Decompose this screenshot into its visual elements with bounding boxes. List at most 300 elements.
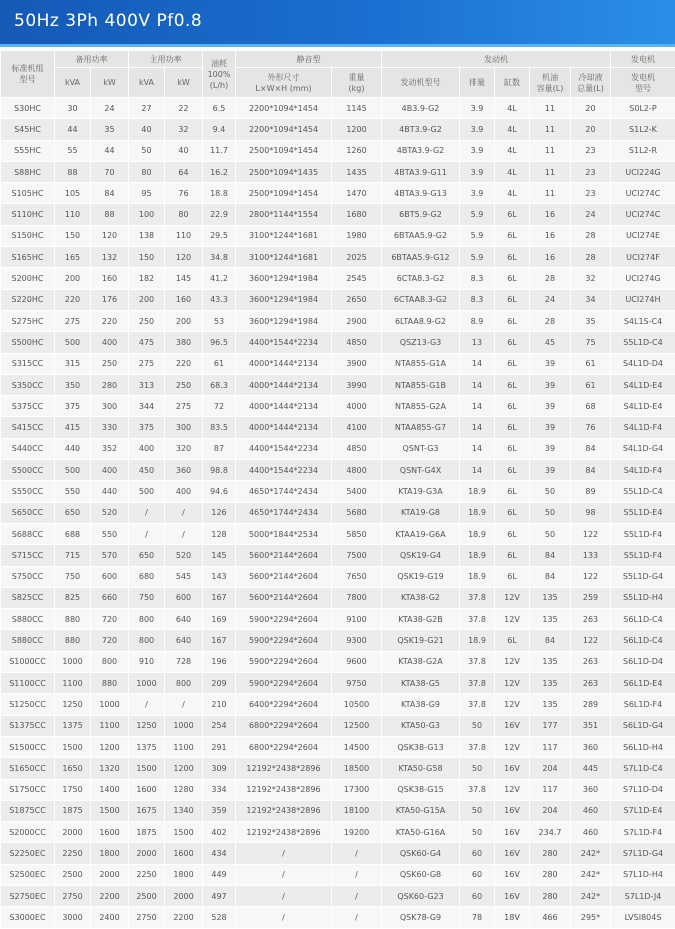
header-dimensions-line1: 外形尺寸 bbox=[267, 72, 300, 82]
cell-coolant: 23 bbox=[571, 183, 611, 204]
header-coolant-total bbox=[571, 68, 611, 98]
cell-engine-model: 4BTA3.9-G2 bbox=[382, 140, 460, 161]
cell-cylinders: 6L bbox=[495, 353, 530, 374]
cell-engine-model: KTA38-G9 bbox=[382, 694, 460, 715]
cell-oil: 117 bbox=[530, 736, 571, 757]
cell-standby-kw: 70 bbox=[91, 161, 129, 182]
cell-engine-model: QSK60-G4 bbox=[382, 843, 460, 864]
cell-standby-kva: 2000 bbox=[55, 822, 91, 843]
cell-fuel: 528 bbox=[203, 907, 236, 928]
cell-weight: 5850 bbox=[332, 523, 382, 544]
cell-standby-kw: 720 bbox=[91, 609, 129, 630]
cell-dimensions: 12192*2438*2896 bbox=[236, 758, 332, 779]
cell-oil: 39 bbox=[530, 460, 571, 481]
table-row bbox=[1, 161, 675, 182]
cell-weight: / bbox=[332, 907, 382, 928]
cell-standby-kw: 400 bbox=[91, 460, 129, 481]
header-oil-line1: 机油 bbox=[542, 72, 558, 82]
cell-standby-kw: 132 bbox=[91, 247, 129, 268]
cell-standby-kva: 1500 bbox=[55, 736, 91, 757]
cell-oil: 50 bbox=[530, 502, 571, 523]
cell-prime-kva: 1250 bbox=[129, 715, 165, 736]
cell-model: S375CC bbox=[1, 396, 55, 417]
cell-standby-kva: 650 bbox=[55, 502, 91, 523]
cell-oil: 28 bbox=[530, 268, 571, 289]
cell-cylinders: 6L bbox=[495, 417, 530, 438]
header-oil-capacity bbox=[530, 68, 571, 98]
cell-standby-kva: 1750 bbox=[55, 779, 91, 800]
cell-prime-kva: 800 bbox=[129, 630, 165, 651]
cell-displacement: 18.9 bbox=[460, 481, 495, 502]
cell-coolant: 360 bbox=[571, 736, 611, 757]
cell-dimensions: 2200*1094*1454 bbox=[236, 98, 332, 119]
cell-model: S415CC bbox=[1, 417, 55, 438]
cell-model: S1875CC bbox=[1, 800, 55, 821]
cell-coolant: 295* bbox=[571, 907, 611, 928]
cell-cylinders: 6L bbox=[495, 630, 530, 651]
cell-coolant: 242* bbox=[571, 843, 611, 864]
cell-fuel: 209 bbox=[203, 673, 236, 694]
cell-prime-kw: 520 bbox=[165, 545, 203, 566]
header-alternator-model bbox=[611, 68, 675, 98]
cell-weight: 1470 bbox=[332, 183, 382, 204]
cell-oil: 28 bbox=[530, 310, 571, 331]
cell-engine-model: 4BTA3.9-G13 bbox=[382, 183, 460, 204]
cell-engine-model: KTA50-G15A bbox=[382, 800, 460, 821]
table-row bbox=[1, 332, 675, 353]
cell-standby-kw: 352 bbox=[91, 438, 129, 459]
cell-fuel: 43.3 bbox=[203, 289, 236, 310]
table-row bbox=[1, 268, 675, 289]
table-row bbox=[1, 907, 675, 928]
cell-dimensions: / bbox=[236, 907, 332, 928]
cell-cylinders: 4L bbox=[495, 161, 530, 182]
cell-fuel: 291 bbox=[203, 736, 236, 757]
cell-prime-kva: 250 bbox=[129, 310, 165, 331]
cell-model: S3000EC bbox=[1, 907, 55, 928]
cell-coolant: 263 bbox=[571, 673, 611, 694]
cell-fuel: 169 bbox=[203, 609, 236, 630]
cell-prime-kva: 138 bbox=[129, 225, 165, 246]
cell-prime-kw: 1340 bbox=[165, 800, 203, 821]
cell-oil: 50 bbox=[530, 523, 571, 544]
header-cylinders: 缸数 bbox=[495, 68, 530, 98]
cell-standby-kw: 660 bbox=[91, 587, 129, 608]
cell-fuel: 402 bbox=[203, 822, 236, 843]
cell-coolant: 98 bbox=[571, 502, 611, 523]
cell-alternator: S6L1D-C4 bbox=[611, 630, 675, 651]
cell-fuel: 145 bbox=[203, 545, 236, 566]
cell-engine-model: 6BTAA5.9-G2 bbox=[382, 225, 460, 246]
cell-dimensions: 4400*1544*2234 bbox=[236, 332, 332, 353]
header-engine-model: 发动机型号 bbox=[382, 68, 460, 98]
cell-dimensions: 4400*1544*2234 bbox=[236, 438, 332, 459]
cell-standby-kva: 2250 bbox=[55, 843, 91, 864]
cell-dimensions: 2500*1094*1435 bbox=[236, 161, 332, 182]
cell-prime-kva: 1000 bbox=[129, 673, 165, 694]
cell-displacement: 18.9 bbox=[460, 630, 495, 651]
cell-alternator: S6L1D-F4 bbox=[611, 694, 675, 715]
cell-prime-kw: 145 bbox=[165, 268, 203, 289]
cell-dimensions: 5900*2294*2604 bbox=[236, 609, 332, 630]
cell-dimensions: / bbox=[236, 864, 332, 885]
cell-prime-kw: 160 bbox=[165, 289, 203, 310]
cell-engine-model: KTA19-G8 bbox=[382, 502, 460, 523]
cell-displacement: 3.9 bbox=[460, 140, 495, 161]
cell-alternator: UCI274F bbox=[611, 247, 675, 268]
cell-cylinders: 18V bbox=[495, 907, 530, 928]
cell-fuel: 94.6 bbox=[203, 481, 236, 502]
cell-model: S88HC bbox=[1, 161, 55, 182]
cell-model: S650CC bbox=[1, 502, 55, 523]
cell-standby-kw: 2400 bbox=[91, 907, 129, 928]
cell-standby-kw: 1500 bbox=[91, 800, 129, 821]
cell-fuel: 18.8 bbox=[203, 183, 236, 204]
header-displacement: 排量 bbox=[460, 68, 495, 98]
cell-prime-kw: 220 bbox=[165, 353, 203, 374]
cell-weight: 7500 bbox=[332, 545, 382, 566]
cell-standby-kva: 550 bbox=[55, 481, 91, 502]
cell-engine-model: QSK78-G9 bbox=[382, 907, 460, 928]
cell-prime-kw: 275 bbox=[165, 396, 203, 417]
cell-cylinders: 16V bbox=[495, 864, 530, 885]
table-row bbox=[1, 140, 675, 161]
cell-model: S105HC bbox=[1, 183, 55, 204]
cell-displacement: 3.9 bbox=[460, 98, 495, 119]
cell-dimensions: 3100*1244*1681 bbox=[236, 225, 332, 246]
cell-alternator: S5L1D-C4 bbox=[611, 332, 675, 353]
cell-weight: 14500 bbox=[332, 736, 382, 757]
cell-alternator: S7L1D-D4 bbox=[611, 779, 675, 800]
cell-dimensions: 5900*2294*2604 bbox=[236, 673, 332, 694]
cell-prime-kw: 1500 bbox=[165, 822, 203, 843]
cell-displacement: 5.9 bbox=[460, 204, 495, 225]
cell-standby-kva: 1250 bbox=[55, 694, 91, 715]
cell-standby-kva: 275 bbox=[55, 310, 91, 331]
cell-model: S1650CC bbox=[1, 758, 55, 779]
cell-prime-kva: 800 bbox=[129, 609, 165, 630]
cell-model: S165HC bbox=[1, 247, 55, 268]
cell-prime-kva: 2250 bbox=[129, 864, 165, 885]
cell-standby-kva: 880 bbox=[55, 609, 91, 630]
table-row bbox=[1, 225, 675, 246]
cell-oil: 39 bbox=[530, 417, 571, 438]
cell-engine-model: NTA855-G1B bbox=[382, 374, 460, 395]
cell-dimensions: 4000*1444*2134 bbox=[236, 374, 332, 395]
cell-coolant: 263 bbox=[571, 651, 611, 672]
cell-oil: 234.7 bbox=[530, 822, 571, 843]
cell-cylinders: 16V bbox=[495, 800, 530, 821]
cell-alternator: S6L1D-C4 bbox=[611, 609, 675, 630]
cell-oil: 117 bbox=[530, 779, 571, 800]
cell-dimensions: 2500*1094*1454 bbox=[236, 183, 332, 204]
cell-engine-model: 6LTAA8.9-G2 bbox=[382, 310, 460, 331]
cell-prime-kw: 32 bbox=[165, 119, 203, 140]
cell-model: S880CC bbox=[1, 609, 55, 630]
cell-prime-kva: / bbox=[129, 502, 165, 523]
cell-prime-kva: 375 bbox=[129, 417, 165, 438]
cell-standby-kw: 720 bbox=[91, 630, 129, 651]
cell-coolant: 68 bbox=[571, 396, 611, 417]
cell-coolant: 133 bbox=[571, 545, 611, 566]
cell-model: S1375CC bbox=[1, 715, 55, 736]
cell-displacement: 37.8 bbox=[460, 651, 495, 672]
cell-weight: 4800 bbox=[332, 460, 382, 481]
table-row bbox=[1, 310, 675, 331]
cell-oil: 16 bbox=[530, 204, 571, 225]
cell-fuel: 254 bbox=[203, 715, 236, 736]
table-row bbox=[1, 566, 675, 587]
cell-weight: 1435 bbox=[332, 161, 382, 182]
cell-weight: 1145 bbox=[332, 98, 382, 119]
cell-fuel: 167 bbox=[203, 630, 236, 651]
cell-standby-kva: 688 bbox=[55, 523, 91, 544]
cell-dimensions: 2500*1094*1454 bbox=[236, 140, 332, 161]
cell-model: S2250EC bbox=[1, 843, 55, 864]
cell-prime-kw: 400 bbox=[165, 481, 203, 502]
cell-weight: 7800 bbox=[332, 587, 382, 608]
cell-prime-kva: 313 bbox=[129, 374, 165, 395]
cell-coolant: 24 bbox=[571, 204, 611, 225]
cell-cylinders: 6L bbox=[495, 268, 530, 289]
cell-engine-model: KTA50-G58 bbox=[382, 758, 460, 779]
cell-prime-kva: / bbox=[129, 694, 165, 715]
cell-model: S200HC bbox=[1, 268, 55, 289]
cell-coolant: 76 bbox=[571, 417, 611, 438]
cell-engine-model: QSNT-G4X bbox=[382, 460, 460, 481]
cell-prime-kw: 728 bbox=[165, 651, 203, 672]
cell-fuel: 41.2 bbox=[203, 268, 236, 289]
cell-fuel: 334 bbox=[203, 779, 236, 800]
cell-cylinders: 6L bbox=[495, 481, 530, 502]
table-row bbox=[1, 98, 675, 119]
cell-model: S440CC bbox=[1, 438, 55, 459]
cell-prime-kva: 450 bbox=[129, 460, 165, 481]
cell-weight: 1680 bbox=[332, 204, 382, 225]
cell-engine-model: QSNT-G3 bbox=[382, 438, 460, 459]
cell-coolant: 61 bbox=[571, 374, 611, 395]
header-model-line2: 型号 bbox=[19, 75, 36, 84]
cell-fuel: 6.5 bbox=[203, 98, 236, 119]
cell-dimensions: 2800*1144*1554 bbox=[236, 204, 332, 225]
cell-weight: 18100 bbox=[332, 800, 382, 821]
cell-prime-kw: 80 bbox=[165, 204, 203, 225]
cell-weight: 1980 bbox=[332, 225, 382, 246]
cell-oil: 135 bbox=[530, 587, 571, 608]
cell-oil: 135 bbox=[530, 651, 571, 672]
cell-fuel: 29.5 bbox=[203, 225, 236, 246]
cell-fuel: 34.8 bbox=[203, 247, 236, 268]
cell-model: S2500EC bbox=[1, 864, 55, 885]
cell-cylinders: 4L bbox=[495, 98, 530, 119]
cell-prime-kw: 76 bbox=[165, 183, 203, 204]
cell-displacement: 50 bbox=[460, 800, 495, 821]
cell-engine-model: KTA19-G3A bbox=[382, 481, 460, 502]
cell-displacement: 60 bbox=[460, 864, 495, 885]
cell-model: S1250CC bbox=[1, 694, 55, 715]
cell-alternator: S5L1D-F4 bbox=[611, 545, 675, 566]
cell-engine-model: QSK38-G13 bbox=[382, 736, 460, 757]
header-fuel-line2: 100% bbox=[207, 69, 231, 79]
cell-prime-kva: 50 bbox=[129, 140, 165, 161]
table-row bbox=[1, 481, 675, 502]
cell-oil: 280 bbox=[530, 843, 571, 864]
cell-alternator: UCI224G bbox=[611, 161, 675, 182]
cell-cylinders: 12V bbox=[495, 651, 530, 672]
cell-cylinders: 4L bbox=[495, 183, 530, 204]
table-row bbox=[1, 822, 675, 843]
cell-weight: / bbox=[332, 885, 382, 906]
cell-model: S55HC bbox=[1, 140, 55, 161]
cell-alternator: UCI274H bbox=[611, 289, 675, 310]
cell-weight: 5400 bbox=[332, 481, 382, 502]
cell-standby-kw: 1600 bbox=[91, 822, 129, 843]
cell-displacement: 3.9 bbox=[460, 183, 495, 204]
cell-coolant: 34 bbox=[571, 289, 611, 310]
header-prime-power: 主用功率 bbox=[129, 51, 203, 68]
cell-coolant: 75 bbox=[571, 332, 611, 353]
cell-dimensions: 12192*2438*2896 bbox=[236, 800, 332, 821]
cell-prime-kw: 380 bbox=[165, 332, 203, 353]
header-model bbox=[1, 51, 55, 98]
cell-alternator: UCI274C bbox=[611, 183, 675, 204]
cell-standby-kva: 220 bbox=[55, 289, 91, 310]
table-row bbox=[1, 630, 675, 651]
cell-cylinders: 6L bbox=[495, 332, 530, 353]
header-dimensions-line2: L×W×H (mm) bbox=[255, 83, 312, 93]
cell-prime-kva: 500 bbox=[129, 481, 165, 502]
header-model-line1: 标准机组 bbox=[11, 64, 44, 73]
cell-model: S2750EC bbox=[1, 885, 55, 906]
cell-prime-kva: 910 bbox=[129, 651, 165, 672]
cell-prime-kw: 250 bbox=[165, 374, 203, 395]
cell-prime-kw: 40 bbox=[165, 140, 203, 161]
cell-oil: 11 bbox=[530, 98, 571, 119]
cell-prime-kva: 2750 bbox=[129, 907, 165, 928]
cell-fuel: 497 bbox=[203, 885, 236, 906]
cell-engine-model: 6CTAA8.3-G2 bbox=[382, 289, 460, 310]
cell-model: S1000CC bbox=[1, 651, 55, 672]
cell-oil: 135 bbox=[530, 694, 571, 715]
cell-fuel: 72 bbox=[203, 396, 236, 417]
header-fuel-line3: (L/h) bbox=[209, 80, 229, 90]
cell-displacement: 14 bbox=[460, 374, 495, 395]
cell-fuel: 128 bbox=[203, 523, 236, 544]
cell-coolant: 259 bbox=[571, 587, 611, 608]
cell-coolant: 89 bbox=[571, 481, 611, 502]
cell-standby-kva: 880 bbox=[55, 630, 91, 651]
cell-weight: 9750 bbox=[332, 673, 382, 694]
cell-standby-kva: 150 bbox=[55, 225, 91, 246]
header-alt-line1: 发电机 bbox=[631, 72, 655, 82]
cell-dimensions: 12192*2438*2896 bbox=[236, 822, 332, 843]
cell-standby-kw: 1800 bbox=[91, 843, 129, 864]
cell-oil: 204 bbox=[530, 800, 571, 821]
cell-prime-kva: 750 bbox=[129, 587, 165, 608]
cell-prime-kva: 2500 bbox=[129, 885, 165, 906]
cell-cylinders: 16V bbox=[495, 758, 530, 779]
header-weight-line2: (kg) bbox=[348, 83, 365, 93]
cell-cylinders: 6L bbox=[495, 310, 530, 331]
cell-alternator: S5L1D-G4 bbox=[611, 566, 675, 587]
cell-engine-model: KTA38-G2A bbox=[382, 651, 460, 672]
cell-alternator: S4L1D-D4 bbox=[611, 353, 675, 374]
cell-prime-kva: 400 bbox=[129, 438, 165, 459]
cell-coolant: 23 bbox=[571, 140, 611, 161]
cell-displacement: 18.9 bbox=[460, 523, 495, 544]
header-silent-type: 静音型 bbox=[236, 51, 382, 68]
table-row bbox=[1, 673, 675, 694]
table-row bbox=[1, 396, 675, 417]
table-row bbox=[1, 758, 675, 779]
table-row bbox=[1, 183, 675, 204]
cell-fuel: 87 bbox=[203, 438, 236, 459]
cell-prime-kw: 360 bbox=[165, 460, 203, 481]
cell-standby-kva: 1875 bbox=[55, 800, 91, 821]
cell-prime-kw: / bbox=[165, 523, 203, 544]
cell-coolant: 28 bbox=[571, 225, 611, 246]
cell-standby-kw: 1400 bbox=[91, 779, 129, 800]
cell-displacement: 37.8 bbox=[460, 694, 495, 715]
cell-standby-kva: 30 bbox=[55, 98, 91, 119]
cell-prime-kw: 1000 bbox=[165, 715, 203, 736]
cell-displacement: 37.8 bbox=[460, 673, 495, 694]
cell-standby-kva: 1375 bbox=[55, 715, 91, 736]
table-row bbox=[1, 545, 675, 566]
banner-accent-line bbox=[0, 44, 675, 47]
cell-standby-kw: 24 bbox=[91, 98, 129, 119]
cell-standby-kw: 1200 bbox=[91, 736, 129, 757]
cell-standby-kva: 1100 bbox=[55, 673, 91, 694]
cell-cylinders: 6L bbox=[495, 523, 530, 544]
table-row bbox=[1, 289, 675, 310]
cell-coolant: 360 bbox=[571, 779, 611, 800]
cell-prime-kw: 320 bbox=[165, 438, 203, 459]
cell-prime-kva: / bbox=[129, 523, 165, 544]
cell-displacement: 3.9 bbox=[460, 161, 495, 182]
cell-fuel: 196 bbox=[203, 651, 236, 672]
cell-prime-kva: 344 bbox=[129, 396, 165, 417]
cell-prime-kva: 680 bbox=[129, 566, 165, 587]
cell-displacement: 60 bbox=[460, 843, 495, 864]
cell-model: S2000CC bbox=[1, 822, 55, 843]
cell-alternator: UCI274E bbox=[611, 225, 675, 246]
cell-cylinders: 12V bbox=[495, 673, 530, 694]
cell-prime-kva: 182 bbox=[129, 268, 165, 289]
cell-engine-model: 6BT5.9-G2 bbox=[382, 204, 460, 225]
cell-standby-kw: 2000 bbox=[91, 864, 129, 885]
cell-cylinders: 12V bbox=[495, 694, 530, 715]
cell-weight: 4850 bbox=[332, 332, 382, 353]
cell-standby-kw: 220 bbox=[91, 310, 129, 331]
header-standby-power: 备用功率 bbox=[55, 51, 129, 68]
cell-fuel: 126 bbox=[203, 502, 236, 523]
cell-coolant: 242* bbox=[571, 885, 611, 906]
cell-oil: 84 bbox=[530, 566, 571, 587]
table-row bbox=[1, 417, 675, 438]
cell-dimensions: 12192*2438*2896 bbox=[236, 779, 332, 800]
cell-coolant: 20 bbox=[571, 98, 611, 119]
cell-standby-kw: 600 bbox=[91, 566, 129, 587]
cell-standby-kw: 84 bbox=[91, 183, 129, 204]
table-row bbox=[1, 779, 675, 800]
cell-cylinders: 6L bbox=[495, 374, 530, 395]
table-row bbox=[1, 736, 675, 757]
cell-standby-kva: 110 bbox=[55, 204, 91, 225]
cell-dimensions: 6800*2294*2604 bbox=[236, 715, 332, 736]
cell-cylinders: 16V bbox=[495, 843, 530, 864]
cell-alternator: S4L1D-G4 bbox=[611, 438, 675, 459]
